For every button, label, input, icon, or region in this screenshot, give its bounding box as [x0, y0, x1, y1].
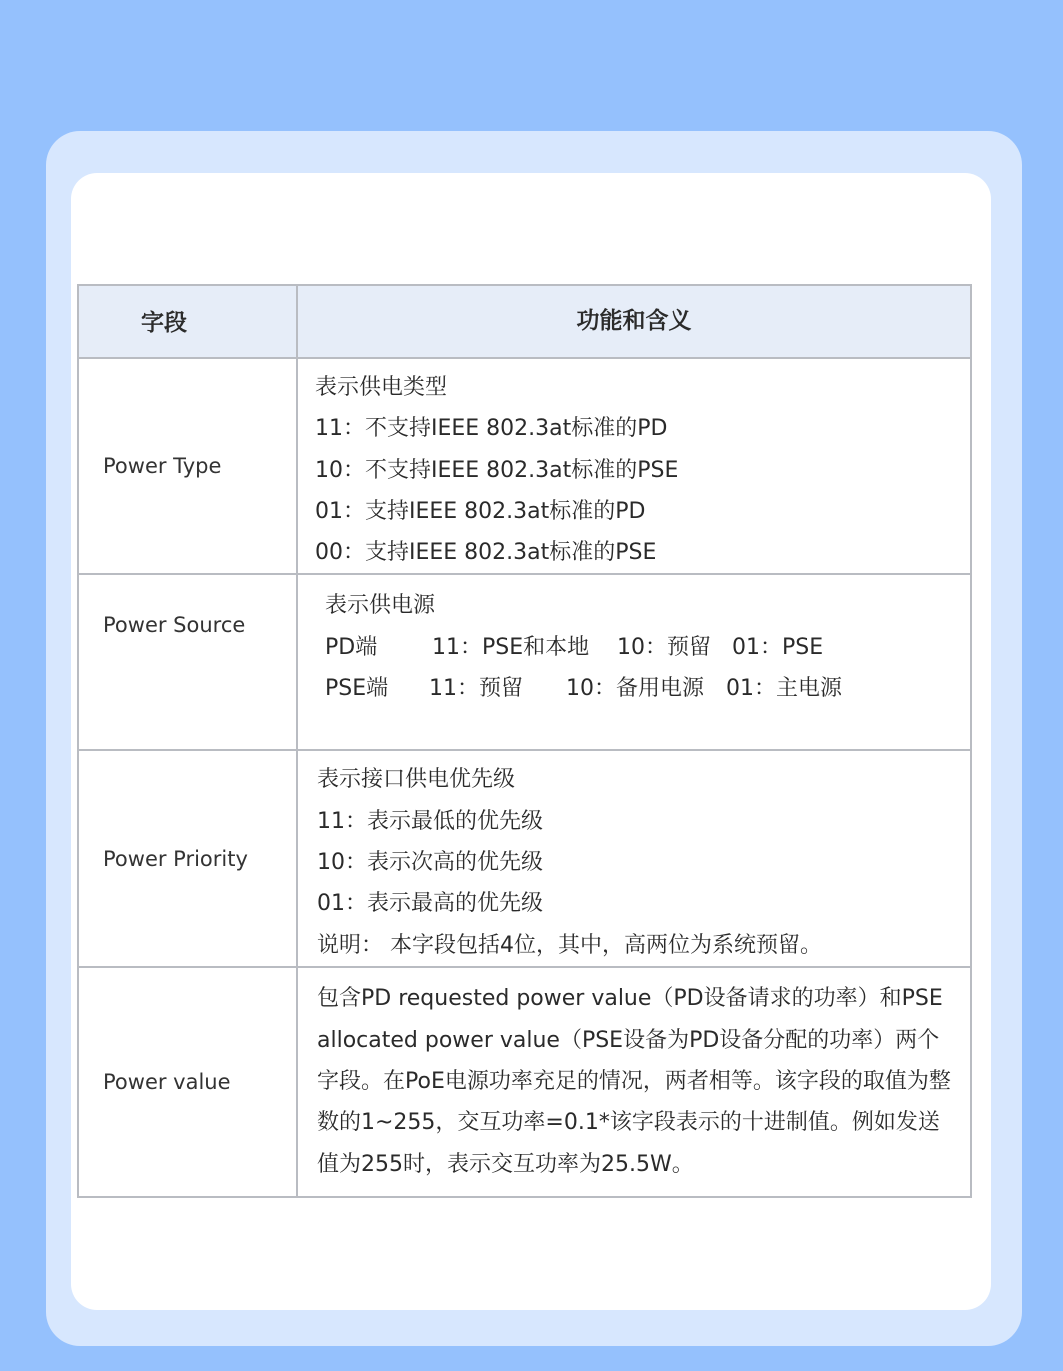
field-description [297, 967, 971, 1197]
table-row-power-value [78, 967, 971, 1197]
source-cell: 10：备用电源 [566, 676, 704, 702]
description-line: 表示接口供电优先级 [317, 767, 516, 793]
table-row-power-type [78, 358, 971, 574]
source-cell: 11：预留 [429, 676, 523, 702]
spec-table [77, 284, 972, 1198]
description-line: 说明： 本字段包括4位，其中，高两位为系统预留。 [317, 932, 822, 958]
field-description [297, 358, 971, 574]
description-line: 10：不支持IEEE 802.3at标准的PSE [315, 457, 679, 483]
source-cell: 01：主电源 [726, 676, 842, 702]
source-pse-row [325, 668, 960, 710]
description-line: 表示供电类型 [315, 375, 448, 400]
source-cell: 11：PSE和本地 [432, 634, 590, 660]
table-header-row [78, 285, 971, 358]
source-cell: PD端 [325, 634, 378, 660]
field-description [297, 750, 971, 967]
header-field: 字段 [78, 285, 297, 358]
field-name: Power Type [78, 358, 297, 574]
source-cell: 10：预留 [617, 634, 711, 660]
source-cell: PSE端 [325, 676, 389, 702]
description-line: 11：不支持IEEE 802.3at标准的PD [315, 416, 668, 442]
field-name: Power Priority [78, 750, 297, 967]
source-title: 表示供电源 [325, 593, 436, 619]
table-row-power-source [78, 574, 971, 750]
field-name: Power Source [78, 574, 297, 750]
source-cell: 01：PSE [732, 634, 824, 660]
description-line: 00：支持IEEE 802.3at标准的PSE [315, 540, 657, 566]
field-name: Power value [78, 967, 297, 1197]
description-paragraph: 包含PD requested power value（PD设备请求的功率）和PSE allocated power value（PSE设备为PD设备分配的功率）两个字段。在PoE电源功率充足的情况，两者相等。该字段的取值为整数的1~255，交互功率=0.1*该字段表示的十进制值。例如发送值为255时，表示交互功率为25.5W。 [317, 986, 951, 1177]
header-meaning: 功能和含义 [297, 285, 971, 358]
table-row-power-priority [78, 750, 971, 967]
description-line: 01：表示最高的优先级 [317, 891, 543, 917]
description-line: 10：表示次高的优先级 [317, 850, 543, 876]
source-pd-row [325, 627, 960, 669]
description-line: 11：表示最低的优先级 [317, 808, 543, 834]
description-line: 01：支持IEEE 802.3at标准的PD [315, 498, 646, 524]
field-description [297, 574, 971, 750]
